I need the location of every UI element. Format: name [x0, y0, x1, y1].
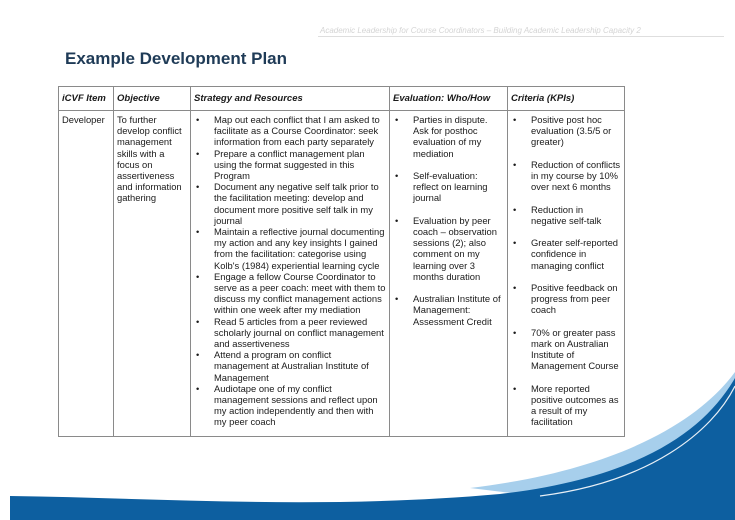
- header-divider: [318, 36, 724, 37]
- cell-criteria: [508, 111, 625, 437]
- criteria-list: [511, 114, 621, 428]
- page-title: Example Development Plan: [65, 49, 288, 68]
- list-item: • Attend a program on conflict management at Australian Institute of Management: [194, 349, 386, 383]
- table-header-row: [59, 87, 625, 111]
- list-item: • Map out each conflict that I am asked to facilitate as a Course Coordinator: seek information from each party separately: [194, 114, 386, 148]
- cell-objective: To further develop conflict management skills with a focus on assertiveness and information gathering: [114, 111, 191, 437]
- list-item: • 70% or greater pass mark on Australian Institute of Management Course: [511, 327, 621, 372]
- strategy-list: [194, 114, 386, 428]
- list-item: • Positive feedback on progress from peer coach: [511, 282, 621, 316]
- cell-strategy: [191, 111, 390, 437]
- list-item: • Parties in dispute. Ask for posthoc evaluation of my mediation: [393, 114, 504, 159]
- list-item: • Document any negative self talk prior to the facilitation meeting: develop and document more positive self talk in my journal: [194, 181, 386, 226]
- development-plan-table: [58, 86, 625, 437]
- list-item: • Self-evaluation: reflect on learning journal: [393, 170, 504, 204]
- list-item: • Prepare a conflict management plan using the format suggested in this Program: [194, 148, 386, 182]
- cell-evaluation: [390, 111, 508, 437]
- list-item: • Greater self-reported confidence in managing conflict: [511, 237, 621, 271]
- list-item: • Engage a fellow Course Coordinator to serve as a peer coach: meet with them to discuss my conflict management actions within one week after my mediation: [194, 271, 386, 316]
- list-item: • Reduction in negative self-talk: [511, 204, 621, 226]
- list-item: • Maintain a reflective journal documenting my action and any key insights I gained from the facilitation: categorise using Kolb's (1984) experiential learning cycle: [194, 226, 386, 271]
- column-header-icvf-item: iCVF Item: [59, 87, 114, 111]
- column-header-criteria: Criteria (KPIs): [508, 87, 625, 111]
- list-item: • More reported positive outcomes as a result of my facilitation: [511, 383, 621, 428]
- column-header-strategy: Strategy and Resources: [191, 87, 390, 111]
- list-item: • Audiotape one of my conflict management sessions and reflect upon my action independently and then with my peer coach: [194, 383, 386, 428]
- list-item: • Australian Institute of Management: Assessment Credit: [393, 293, 504, 327]
- cell-icvf-item: Developer: [59, 111, 114, 437]
- list-item: • Positive post hoc evaluation (3.5/5 or greater): [511, 114, 621, 148]
- list-item: • Reduction of conflicts in my course by 10% over next 6 months: [511, 159, 621, 193]
- list-item: • Read 5 articles from a peer reviewed scholarly journal on conflict management and assertiveness: [194, 316, 386, 350]
- evaluation-list: [393, 114, 504, 327]
- table-row: [59, 111, 625, 437]
- list-item: • Evaluation by peer coach – observation sessions (2); also comment on my learning over 3 months duration: [393, 215, 504, 282]
- column-header-evaluation: Evaluation: Who/How: [390, 87, 508, 111]
- column-header-objective: Objective: [114, 87, 191, 111]
- running-header: Academic Leadership for Course Coordinators – Building Academic Leadership Capacity 2: [320, 26, 641, 35]
